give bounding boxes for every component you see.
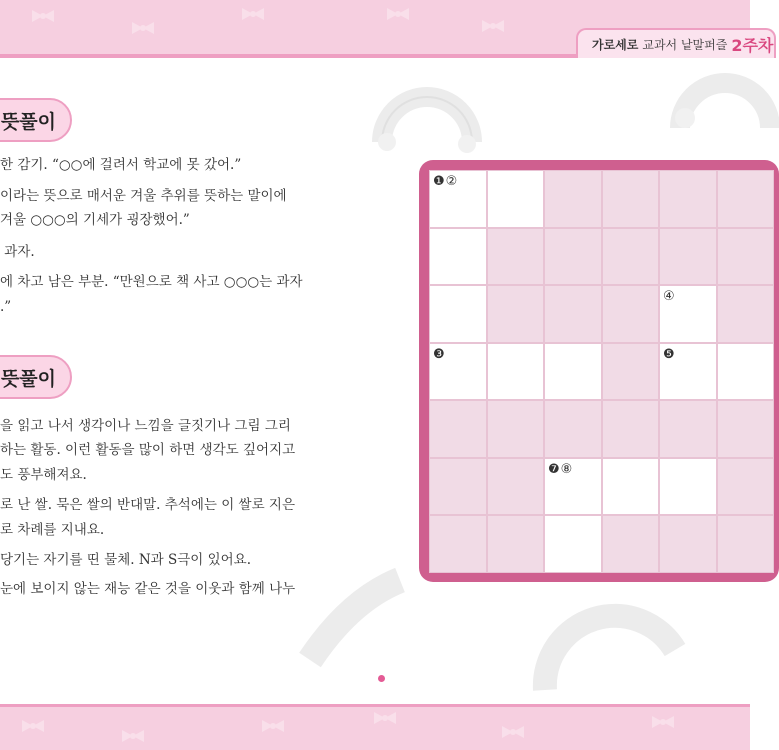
ribbon-icon xyxy=(30,8,56,24)
clue-number: ❸ xyxy=(433,346,446,362)
series-label: 가로세로 xyxy=(592,37,639,52)
rainbow-decoration xyxy=(535,570,675,690)
puzzle-cell-blocked xyxy=(487,228,545,286)
puzzle-cell-blocked xyxy=(717,170,775,228)
puzzle-cell-blocked xyxy=(487,285,545,343)
puzzle-cell-open[interactable] xyxy=(602,458,660,516)
crossword-grid xyxy=(429,170,774,573)
puzzle-cell-open[interactable] xyxy=(544,458,602,516)
puzzle-cell-blocked xyxy=(544,170,602,228)
puzzle-cell-open[interactable] xyxy=(429,228,487,286)
puzzle-cell-blocked xyxy=(544,400,602,458)
clue-number: ❺ xyxy=(663,346,676,362)
page-marker-dot xyxy=(378,675,385,682)
clue-line: 눈에 보이지 않는 재능 같은 것을 이웃과 함께 나누 xyxy=(0,581,296,597)
puzzle-cell-open[interactable] xyxy=(717,343,775,401)
clue-line: 이라는 뜻으로 매서운 겨울 추위를 뜻하는 말이에 xyxy=(0,188,287,204)
puzzle-cell-open[interactable] xyxy=(487,170,545,228)
ribbon-icon xyxy=(500,724,526,740)
ribbon-icon xyxy=(240,6,266,22)
book-title: 교과서 낱말퍼즐 xyxy=(642,37,728,52)
puzzle-cell-open[interactable] xyxy=(429,170,487,228)
clue-line: 과자. xyxy=(0,244,35,260)
puzzle-cell-blocked xyxy=(544,285,602,343)
page-header-tab xyxy=(576,28,776,58)
puzzle-cell-open[interactable] xyxy=(429,343,487,401)
puzzle-cell-blocked xyxy=(717,458,775,516)
clue-number: ④ xyxy=(663,289,676,304)
puzzle-cell-open[interactable] xyxy=(429,285,487,343)
clue-line: 로 차례를 지내요. xyxy=(0,522,105,538)
ribbon-icon xyxy=(372,710,398,726)
puzzle-cell-blocked xyxy=(717,515,775,573)
puzzle-cell-open[interactable] xyxy=(659,343,717,401)
down-clues-title: 뜻풀이 xyxy=(0,355,72,399)
clue-line: 당기는 자기를 띤 물체. N과 S극이 있어요. xyxy=(0,552,252,568)
clue-line: 한 감기. “○○에 걸려서 학교에 못 갔어.” xyxy=(0,157,242,173)
puzzle-cell-blocked xyxy=(602,170,660,228)
puzzle-cell-open[interactable] xyxy=(544,343,602,401)
puzzle-cell-blocked xyxy=(659,515,717,573)
puzzle-cell-blocked xyxy=(487,458,545,516)
puzzle-cell-blocked xyxy=(717,285,775,343)
rainbow-decoration xyxy=(372,82,482,152)
puzzle-cell-blocked xyxy=(602,343,660,401)
rainbow-decoration xyxy=(670,68,760,138)
across-clues-title: 뜻풀이 xyxy=(0,98,72,142)
clue-line: 겨울 ○○○의 기세가 굉장했어.” xyxy=(0,212,190,228)
ribbon-icon xyxy=(130,20,156,36)
week-label: 2주차 xyxy=(731,35,774,55)
clue-line: 도 풍부해져요. xyxy=(0,467,87,483)
puzzle-cell-open[interactable] xyxy=(659,458,717,516)
clue-line: 하는 활동. 이런 활동을 많이 하면 생각도 깊어지고 xyxy=(0,442,296,458)
puzzle-cell-open[interactable] xyxy=(659,285,717,343)
puzzle-cell-blocked xyxy=(659,170,717,228)
puzzle-cell-blocked xyxy=(487,515,545,573)
puzzle-cell-blocked xyxy=(487,400,545,458)
puzzle-cell-blocked xyxy=(544,228,602,286)
puzzle-cell-blocked xyxy=(429,400,487,458)
clue-line: 로 난 쌀. 묵은 쌀의 반대말. 추석에는 이 쌀로 지은 xyxy=(0,497,295,513)
clue-number: ❶② xyxy=(433,174,459,189)
clue-number: ❼⑧ xyxy=(548,461,574,477)
ribbon-icon xyxy=(20,718,46,734)
ribbon-icon xyxy=(260,718,286,734)
ribbon-icon xyxy=(120,728,146,744)
puzzle-cell-blocked xyxy=(659,228,717,286)
puzzle-cell-blocked xyxy=(429,458,487,516)
puzzle-cell-open[interactable] xyxy=(544,515,602,573)
ribbon-icon xyxy=(650,714,676,730)
clue-line: 을 읽고 나서 생각이나 느낌을 글짓기나 그림 그리 xyxy=(0,418,291,434)
puzzle-cell-blocked xyxy=(429,515,487,573)
bottom-banner xyxy=(0,704,750,750)
ribbon-icon xyxy=(385,4,411,24)
ribbon-icon xyxy=(480,18,506,34)
puzzle-cell-blocked xyxy=(602,515,660,573)
clue-line: 에 차고 남은 부분. “만원으로 책 사고 ○○○는 과자 xyxy=(0,274,303,290)
puzzle-cell-blocked xyxy=(602,285,660,343)
puzzle-cell-blocked xyxy=(602,400,660,458)
puzzle-cell-blocked xyxy=(602,228,660,286)
puzzle-cell-blocked xyxy=(717,228,775,286)
banner-stripe xyxy=(0,704,750,707)
clue-line: .” xyxy=(0,299,12,315)
puzzle-cell-blocked xyxy=(659,400,717,458)
puzzle-cell-blocked xyxy=(717,400,775,458)
puzzle-cell-open[interactable] xyxy=(487,343,545,401)
